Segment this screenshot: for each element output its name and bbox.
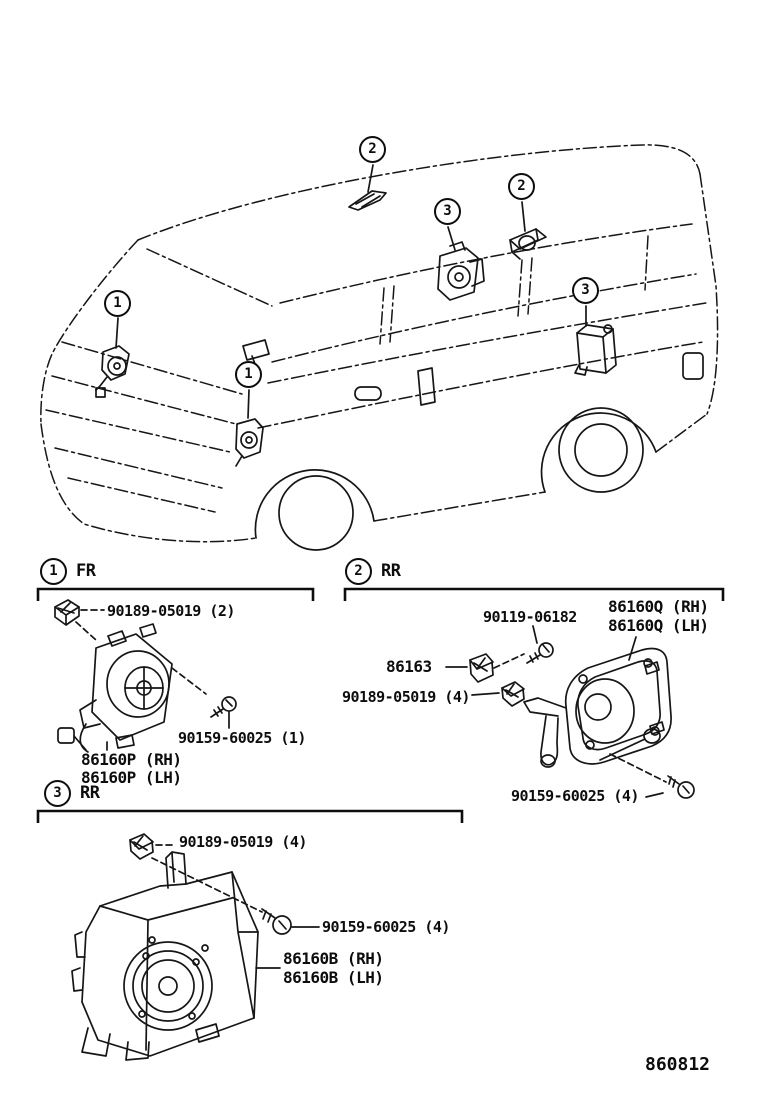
screw-sketch	[262, 909, 291, 934]
van-part-mid-speaker	[438, 242, 484, 300]
part-label-bolt-s2: 90119-06182	[483, 608, 577, 626]
doc-number: 860812	[645, 1054, 711, 1075]
screw-sketch	[668, 776, 694, 798]
clip-sketch	[130, 834, 153, 859]
woofer-box-sketch	[72, 852, 258, 1060]
van-part-cowl-tweeter	[236, 419, 263, 466]
part-label-screw-s3: 90159-60025 (4)	[322, 918, 450, 936]
rear-vent	[683, 353, 703, 379]
part-label-speaker-lh-s3: 86160B (LH)	[283, 968, 384, 987]
section-3-title: RR	[80, 783, 100, 803]
front-speaker-sketch	[58, 624, 172, 752]
section-3-badge: 3	[44, 780, 71, 807]
part-label-speaker-rh-s2: 86160Q (RH)	[608, 597, 709, 616]
van-callout-2-roof: 2	[359, 136, 386, 163]
bolt-sketch	[527, 643, 553, 663]
part-label-speaker-rh-s1: 86160P (RH)	[81, 750, 182, 769]
section-1-badge: 1	[40, 558, 67, 585]
part-label-clip-s2: 90189-05019 (4)	[342, 688, 470, 706]
section-1-bracket	[38, 589, 313, 601]
slider-handle	[418, 368, 435, 405]
clip-sketch	[55, 600, 79, 625]
bracket-86163-sketch	[470, 654, 493, 682]
van-outline	[41, 145, 718, 550]
part-label-speaker-lh-s2: 86160Q (LH)	[608, 616, 709, 635]
section-2-badge: 2	[345, 558, 372, 585]
part-label-clip-s1: 90189-05019 (2)	[107, 602, 235, 620]
part-label-screw-s1: 90159-60025 (1)	[178, 729, 306, 747]
van-part-pillar-speaker	[510, 229, 546, 259]
part-label-bracket-s2: 86163	[386, 657, 432, 676]
door-handle	[355, 387, 381, 400]
van-callout-1-front: 1	[104, 290, 131, 317]
part-label-clip-s3: 90189-05019 (4)	[179, 833, 307, 851]
section-3-bracket	[38, 811, 462, 823]
van-part-roof-speaker	[349, 191, 386, 210]
part-label-speaker-lh-s1: 86160P (LH)	[81, 768, 182, 787]
van-part-rear-box	[575, 325, 616, 375]
section-1-title: FR	[76, 561, 96, 581]
van-callout-3-rear: 3	[572, 277, 599, 304]
part-label-screw-s2: 90159-60025 (4)	[511, 787, 639, 805]
section-2-art	[446, 626, 694, 798]
screw-sketch	[211, 697, 236, 717]
clip-sketch	[502, 682, 524, 706]
section-2-title: RR	[381, 561, 401, 581]
van-callout-3-mid: 3	[434, 198, 461, 225]
van-callout-2-pillar: 2	[508, 173, 535, 200]
section-3-art	[72, 834, 319, 1060]
van-callout-1-cowl: 1	[235, 361, 262, 388]
part-label-speaker-rh-s3: 86160B (RH)	[283, 949, 384, 968]
